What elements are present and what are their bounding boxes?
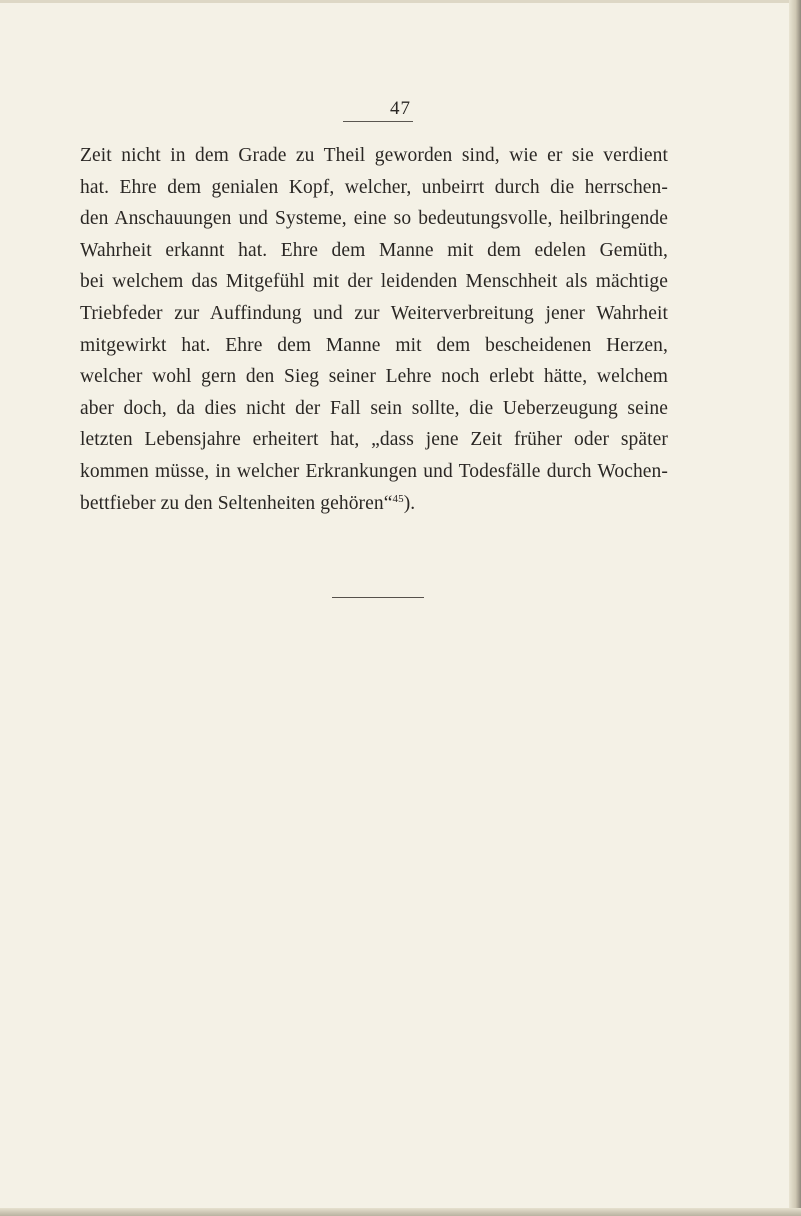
last-line-closing: ). [403, 492, 416, 514]
text-line: welcher wohl gern den Sieg seiner Lehre noch erlebt hätte, welchem [80, 366, 668, 388]
text-line: hat. Ehre dem genialen Kopf, welcher, unbeirrt durch die herrschen- [80, 176, 668, 198]
section-end-rule [332, 597, 424, 598]
text-line: bei welchem das Mitgefühl mit der leidenden Menschheit als mächtige [80, 271, 668, 293]
text-line: Wahrheit erkannt hat. Ehre dem Manne mit dem edelen Gemüth, [80, 239, 668, 261]
text-line: mitgewirkt hat. Ehre dem Manne mit dem bescheidenen Herzen, [80, 334, 668, 356]
text-line-last [80, 488, 668, 520]
page-number: 47 [390, 98, 411, 119]
last-line-text: bettfieber zu den Seltenheiten gehören“ [80, 492, 393, 514]
body-paragraph [80, 140, 668, 519]
text-line: letzten Lebensjahre erheitert hat, „dass jene Zeit früher oder später [80, 429, 668, 451]
page-binding-edge [789, 0, 801, 1216]
text-line: den Anschauungen und Systeme, eine so bedeutungsvolle, heilbringende [80, 208, 668, 230]
page-bottom-edge [0, 1208, 801, 1216]
page-top-edge [0, 0, 801, 3]
text-line: kommen müsse, in welcher Erkrankungen und Todesfälle durch Wochen- [80, 460, 668, 482]
text-line: aber doch, da dies nicht der Fall sein sollte, die Ueberzeugung seine [80, 397, 668, 419]
text-line: Triebfeder zur Auffindung und zur Weiterverbreitung jener Wahrheit [80, 302, 668, 324]
page-number-underline [343, 121, 413, 122]
text-line: Zeit nicht in dem Grade zu Theil geworden sind, wie er sie verdient [80, 145, 668, 166]
footnote-reference[interactable]: 45 [392, 492, 404, 505]
